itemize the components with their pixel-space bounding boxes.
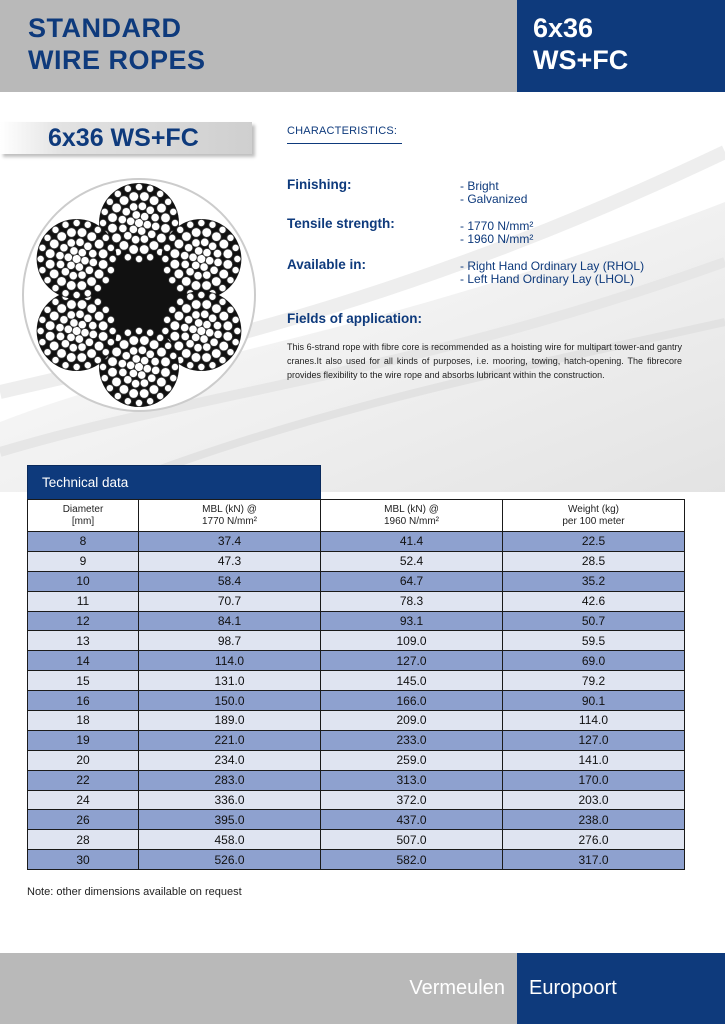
fields-of-application-text: This 6-strand rope with fibre core is recommended as a hoisting wire for multipart tower-and gantry cranes.It also used for all kinds of purposes, i.e. mooring, towing, hatch-opening. The fibrecore provides flexibility to the wire rope and absorbs lubricant within the construction. [287, 342, 682, 380]
header-code-panel [517, 0, 725, 92]
header-line: 1770 N/mm² [201, 515, 257, 527]
cell-weight: 90.1 [503, 691, 685, 711]
column-header-diameter [28, 500, 139, 532]
table-row [28, 790, 685, 810]
cell-mbl-1770: 526.0 [139, 850, 321, 870]
brand-name-vermeulen: Vermeulen [409, 977, 505, 999]
cell-mbl-1960: 507.0 [321, 830, 503, 850]
header-title-panel [0, 0, 517, 92]
product-code: 6x36 WS+FC [533, 13, 629, 75]
cell-mbl-1960: 259.0 [321, 750, 503, 770]
table-row [28, 850, 685, 870]
product-label: 6x36 WS+FC [48, 124, 199, 152]
cell-weight: 59.5 [503, 631, 685, 651]
cell-weight: 42.6 [503, 591, 685, 611]
tensile-value: - 1960 N/mm² [460, 232, 534, 246]
availability-note: Note: other dimensions available on request [27, 886, 242, 898]
header-line: [mm] [71, 515, 95, 527]
fields-of-application-heading: Fields of application: [287, 311, 423, 326]
cell-mbl-1960: 313.0 [321, 770, 503, 790]
table-row [28, 571, 685, 591]
tensile-strength-values [460, 220, 533, 246]
rope-strand [161, 219, 241, 299]
cell-diameter: 9 [28, 551, 139, 571]
column-header-mbl-1960 [321, 500, 503, 532]
header-line: per 100 meter [562, 515, 625, 527]
cell-mbl-1960: 52.4 [321, 551, 503, 571]
cell-diameter: 11 [28, 591, 139, 611]
cell-mbl-1960: 145.0 [321, 671, 503, 691]
table-row [28, 691, 685, 711]
cell-mbl-1770: 221.0 [139, 730, 321, 750]
cell-weight: 28.5 [503, 551, 685, 571]
table-row [28, 631, 685, 651]
footer-right-panel [517, 953, 725, 1024]
cell-mbl-1770: 70.7 [139, 591, 321, 611]
cell-diameter: 22 [28, 770, 139, 790]
table-row [28, 730, 685, 750]
available-value: - Right Hand Ordinary Lay (RHOL) [460, 259, 645, 273]
cell-mbl-1960: 582.0 [321, 850, 503, 870]
available-value: - Left Hand Ordinary Lay (LHOL) [460, 272, 635, 286]
cell-diameter: 18 [28, 711, 139, 731]
cell-mbl-1960: 41.4 [321, 532, 503, 552]
cell-mbl-1770: 131.0 [139, 671, 321, 691]
cell-diameter: 26 [28, 810, 139, 830]
cell-mbl-1960: 209.0 [321, 711, 503, 731]
cell-diameter: 19 [28, 730, 139, 750]
table-row [28, 591, 685, 611]
cell-weight: 127.0 [503, 730, 685, 750]
technical-data-table [27, 499, 685, 870]
cell-mbl-1770: 336.0 [139, 790, 321, 810]
cell-mbl-1960: 166.0 [321, 691, 503, 711]
cell-mbl-1770: 84.1 [139, 611, 321, 631]
cell-diameter: 24 [28, 790, 139, 810]
cell-diameter: 20 [28, 750, 139, 770]
cell-mbl-1770: 234.0 [139, 750, 321, 770]
table-row [28, 711, 685, 731]
header-line: 1960 N/mm² [383, 515, 439, 527]
cell-weight: 22.5 [503, 532, 685, 552]
finishing-value: - Bright [460, 179, 499, 193]
table-row [28, 830, 685, 850]
cell-mbl-1770: 458.0 [139, 830, 321, 850]
characteristics-underline [287, 143, 402, 144]
cell-mbl-1960: 372.0 [321, 790, 503, 810]
table-header-row [28, 500, 685, 532]
cell-weight: 35.2 [503, 571, 685, 591]
cell-weight: 69.0 [503, 651, 685, 671]
cell-weight: 170.0 [503, 770, 685, 790]
cell-mbl-1770: 150.0 [139, 691, 321, 711]
cell-mbl-1770: 98.7 [139, 631, 321, 651]
cell-weight: 50.7 [503, 611, 685, 631]
cell-mbl-1770: 395.0 [139, 810, 321, 830]
table-row [28, 770, 685, 790]
technical-data-tab [27, 465, 321, 500]
technical-data-title: Technical data [42, 475, 129, 490]
table-row [28, 671, 685, 691]
cell-mbl-1960: 78.3 [321, 591, 503, 611]
cell-mbl-1960: 109.0 [321, 631, 503, 651]
footer-left-panel [0, 953, 517, 1024]
cell-weight: 114.0 [503, 711, 685, 731]
table-row [28, 551, 685, 571]
tensile-strength-label: Tensile strength: [287, 216, 395, 231]
cell-mbl-1770: 189.0 [139, 711, 321, 731]
cell-diameter: 12 [28, 611, 139, 631]
cell-mbl-1770: 58.4 [139, 571, 321, 591]
table-row [28, 750, 685, 770]
page-title: STANDARD WIRE ROPES [28, 13, 206, 75]
available-in-values [460, 260, 644, 286]
cell-diameter: 8 [28, 532, 139, 552]
header-line: Diameter [62, 503, 104, 515]
column-header-weight [503, 500, 685, 532]
cell-diameter: 14 [28, 651, 139, 671]
cell-mbl-1960: 437.0 [321, 810, 503, 830]
cell-weight: 203.0 [503, 790, 685, 810]
finishing-value: - Galvanized [460, 192, 528, 206]
cell-diameter: 15 [28, 671, 139, 691]
column-header-mbl-1770 [139, 500, 321, 532]
rope-strand [37, 219, 117, 299]
header-line: MBL (kN) @ [384, 503, 439, 515]
cell-weight: 317.0 [503, 850, 685, 870]
cell-diameter: 16 [28, 691, 139, 711]
cell-mbl-1960: 64.7 [321, 571, 503, 591]
available-in-label: Available in: [287, 257, 367, 272]
cell-mbl-1960: 127.0 [321, 651, 503, 671]
cell-weight: 141.0 [503, 750, 685, 770]
cell-mbl-1770: 283.0 [139, 770, 321, 790]
cell-mbl-1960: 233.0 [321, 730, 503, 750]
cell-weight: 238.0 [503, 810, 685, 830]
cell-mbl-1960: 93.1 [321, 611, 503, 631]
tensile-value: - 1770 N/mm² [460, 219, 534, 233]
characteristics-heading: CHARACTERISTICS: [287, 125, 398, 137]
table-row [28, 611, 685, 631]
cell-diameter: 10 [28, 571, 139, 591]
cell-mbl-1770: 47.3 [139, 551, 321, 571]
finishing-label: Finishing: [287, 177, 352, 192]
wire-rope-cross-section-icon [22, 178, 256, 412]
rope-strand [37, 291, 117, 371]
cell-diameter: 30 [28, 850, 139, 870]
brand-name-europoort: Europoort [529, 977, 617, 999]
cell-diameter: 13 [28, 631, 139, 651]
header-line: MBL (kN) @ [202, 503, 257, 515]
table-row [28, 532, 685, 552]
cell-diameter: 28 [28, 830, 139, 850]
cell-weight: 276.0 [503, 830, 685, 850]
cell-weight: 79.2 [503, 671, 685, 691]
header-line: Weight (kg) [568, 503, 619, 515]
finishing-values [460, 180, 527, 206]
cell-mbl-1770: 114.0 [139, 651, 321, 671]
table-row [28, 810, 685, 830]
cell-mbl-1770: 37.4 [139, 532, 321, 552]
table-row [28, 651, 685, 671]
